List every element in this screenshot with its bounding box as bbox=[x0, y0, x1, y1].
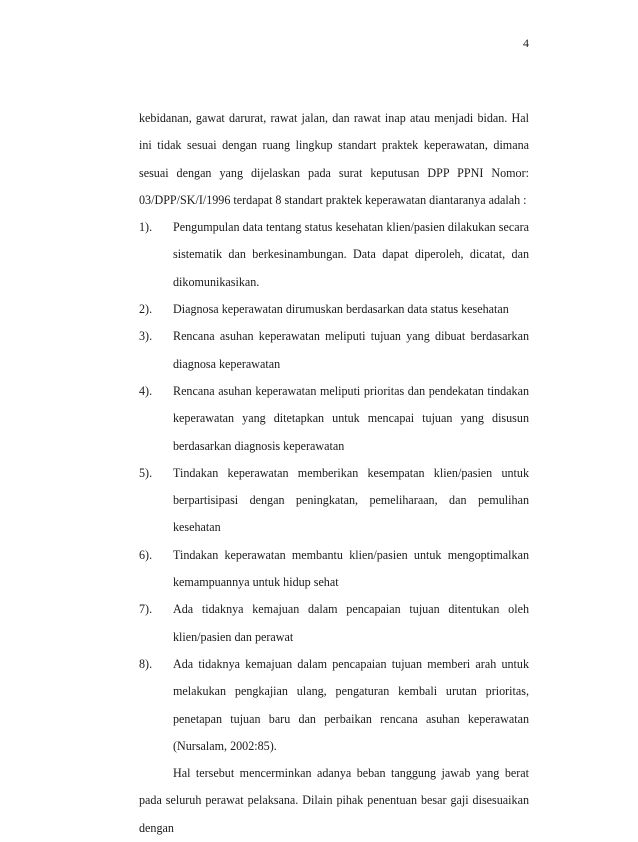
list-item bbox=[139, 296, 529, 323]
list-item bbox=[139, 460, 529, 542]
list-item-text: Diagnosa keperawatan dirumuskan berdasarkan data status kesehatan bbox=[173, 302, 509, 317]
document-body bbox=[139, 105, 529, 842]
list-item-text: Tindakan keperawatan membantu klien/pasien untuk mengoptimalkan kemampuannya untuk hidup sehat bbox=[173, 547, 529, 590]
list-item-text: Rencana asuhan keperawatan meliputi prioritas dan pendekatan tindakan keperawatan yang ditetapkan untuk mencapai tujuan yang disusun berdasarkan diagnosis keperawatan bbox=[173, 383, 529, 453]
standards-list bbox=[139, 214, 529, 760]
list-item bbox=[139, 596, 529, 651]
list-item bbox=[139, 323, 529, 378]
list-item-text: Tindakan keperawatan memberikan kesempatan klien/pasien untuk berpartisipasi dengan peningkatan, pemeliharaan, dan pemulihan kesehatan bbox=[173, 465, 529, 535]
list-item bbox=[139, 214, 529, 296]
list-item-number: 7). bbox=[139, 602, 153, 617]
list-item-number: 8). bbox=[139, 656, 153, 671]
list-item-text: Rencana asuhan keperawatan meliputi tujuan yang dibuat berdasarkan diagnosa keperawatan bbox=[173, 329, 529, 371]
intro-paragraph: kebidanan, gawat darurat, rawat jalan, dan rawat inap atau menjadi bidan. Hal ini tidak sesuai dengan ruang lingkup standart praktek keperawatan, dimana sesuai dengan yang dijelaskan pada surat keputusan DPP PPNI Nomor: 03/DPP/SK/I/1996 terdapat 8 standart praktek keperawatan diantaranya adalah : bbox=[139, 111, 529, 207]
list-item-text: Pengumpulan data tentang status kesehatan klien/pasien dilakukan secara sistematik dan berkesinambungan. Data dapat diperoleh, dicatat, dan dikomunikasikan. bbox=[173, 220, 529, 289]
list-item-number: 5). bbox=[139, 465, 153, 480]
list-item-number: 4). bbox=[139, 383, 153, 398]
page-number: 4 bbox=[523, 36, 529, 50]
list-item bbox=[139, 651, 529, 760]
list-item-text: Ada tidaknya kemajuan dalam pencapaian tujuan ditentukan oleh klien/pasien dan perawat bbox=[173, 602, 529, 644]
list-item-number: 2). bbox=[139, 302, 153, 317]
closing-paragraph: Hal tersebut mencerminkan adanya beban tanggung jawab yang berat pada seluruh perawat pelaksana. Dilain pihak penentuan besar gaji disesuaikan dengan bbox=[139, 766, 529, 835]
list-item-number: 3). bbox=[139, 329, 153, 344]
list-item bbox=[139, 378, 529, 460]
list-item-number: 6). bbox=[139, 547, 153, 562]
list-item-number: 1). bbox=[139, 220, 153, 235]
list-item-text: Ada tidaknya kemajuan dalam pencapaian tujuan memberi arah untuk melakukan pengkajian ulang, pengaturan kembali urutan prioritas, penetapan tujuan baru dan perbaikan rencana asuhan keperawatan (Nursalam, 2002:85). bbox=[173, 656, 529, 753]
list-item bbox=[139, 542, 529, 597]
